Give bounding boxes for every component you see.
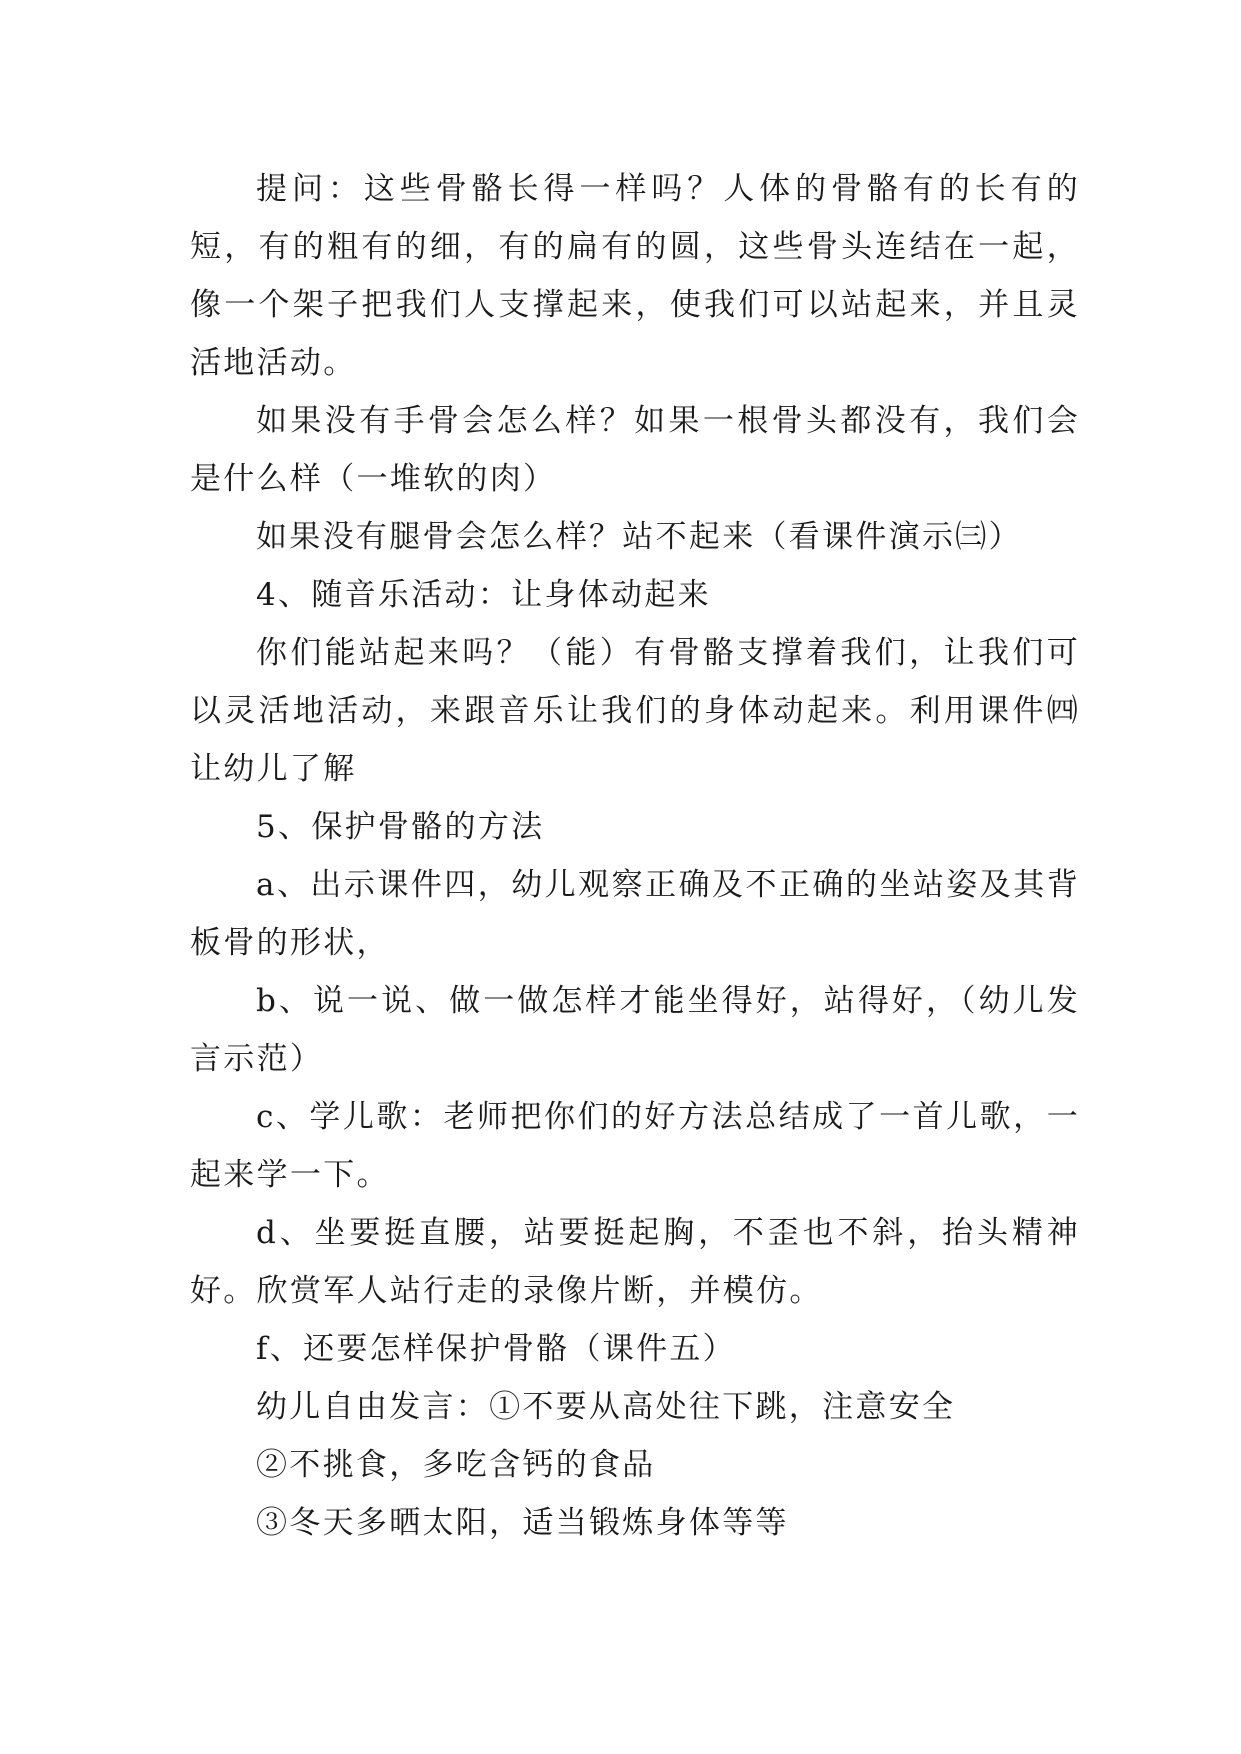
- list-item-c: c、学儿歌：老师把你们的好方法总结成了一首儿歌，一起来学一下。: [190, 1099, 1080, 1193]
- list-item-f: f、还要怎样保护骨骼（课件五）: [256, 1331, 736, 1367]
- paragraph-free-speech: 幼儿自由发言：①不要从高处往下跳，注意安全: [256, 1389, 956, 1425]
- section-heading-music-activity: 4、随音乐活动：让身体动起来: [256, 577, 711, 613]
- paragraph-no-hand-bones: 如果没有手骨会怎么样？如果一根骨头都没有，我们会是什么样（一堆软的肉）: [190, 403, 1080, 497]
- list-item-b: b、说一说、做一做怎样才能坐得好，站得好，（幼儿发言示范）: [190, 983, 1080, 1077]
- document-body: [190, 160, 1080, 1552]
- paragraph-stand-up: 你们能站起来吗？（能）有骨骼支撑着我们，让我们可以灵活地活动，来跟音乐让我们的身体动起来。利用课件㈣让幼儿了解: [190, 635, 1080, 787]
- paragraph-no-leg-bones: 如果没有腿骨会怎么样？站不起来（看课件演示㈢）: [256, 519, 1022, 555]
- paragraph-sunbathing: ③冬天多晒太阳，适当锻炼身体等等: [256, 1505, 789, 1541]
- paragraph-no-picky-eating: ②不挑食，多吃含钙的食品: [256, 1447, 656, 1483]
- paragraph-question-skeleton: 提问：这些骨骼长得一样吗？人体的骨骼有的长有的短，有的粗有的细，有的扁有的圆，这些骨头连结在一起，像一个架子把我们人支撑起来，使我们可以站起来，并且灵活地活动。: [190, 171, 1080, 381]
- section-heading-protect-bones: 5、保护骨骼的方法: [256, 809, 545, 845]
- list-item-a: a、出示课件四，幼儿观察正确及不正确的坐站姿及其背板骨的形状，: [190, 867, 1080, 961]
- list-item-d: d、坐要挺直腰，站要挺起胸，不歪也不斜，抬头精神好。欣赏军人站行走的录像片断，并模仿。: [190, 1215, 1080, 1309]
